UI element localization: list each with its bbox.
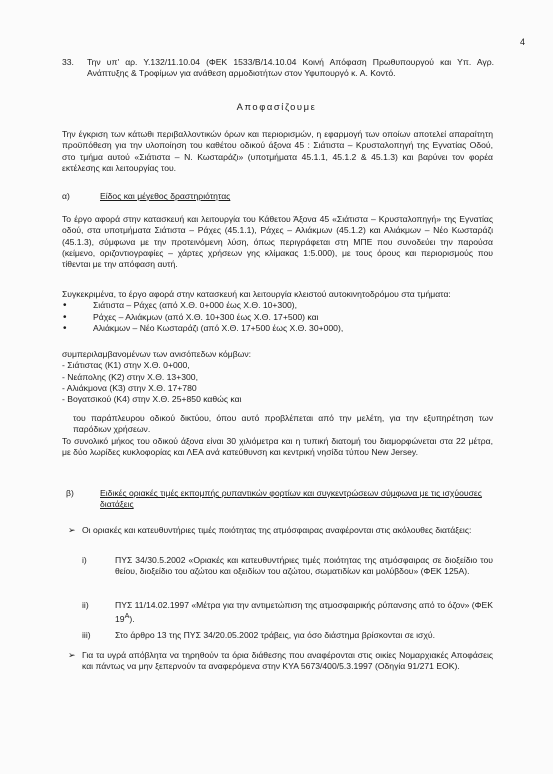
junctions-block [62,349,493,405]
section-a-label: α) [62,191,70,201]
provision-text: ΠΥΣ 11/14.02.1997 «Μέτρα για την αντιμετώπιση της ατμοσφαιρικής ρύπανσης από το όζον» (ΦΕΚ $19^A$). [115,600,493,625]
wastewater-text: Για τα υγρά απόβλητα να τηρηθούν τα όρια διάθεσης που αναφέρονται στις οικίες Νομαρχιακές Αποφάσεις και πάντως να μην ξεπερνούν τα αναφερόμενα στην ΚΥΑ 5673/400/5.3.1997 (Οδηγία 91/271 ΕΟΚ). [82,650,493,672]
section-a-paragraph-1: Το έργο αφορά στην κατασκευή και λειτουργία του Κάθετου Άξονα 45 «Σιάτιστα – Κρυσταλοπηγή» της Εγνατίας οδού, στα υποτμήματα Σιάτιστα – Ράχες (45.1.1), Ράχες – Αλιάκμων (45.1.2) και Αλιάκμων – Νέο Κωσταράζι (45.1.3), σύμφωνα με την προτεινόμενη λύση, όπως περιγράφεται στη ΜΠΕ που συνοδεύει την παρούσα (κείμενο, οριζοντιογραφίες – χάρτες χρήσεων γης κλίμακας 1:5.000), με τους όρους και περιορισμούς που τίθενται με την απόφαση αυτή. [62,214,493,270]
intro-paragraph: Την έγκριση των κάτωθι περιβαλλοντικών όρων και περιορισμών, η εφαρμογή των οποίων αποτελεί απαραίτητη προϋπόθεση για την υλοποίηση του καθέτου οδικού άξονα 45 : Σιάτιστα – Κρυσταλοπηγή της Εγνατίας Οδού, στο τμήμα αυτού «Σιάτιστα – Ν. Κωσταράζι» (υποτμήματα 45.1.1, 45.1.2 & 45.1.3) και βαρύνει τον φορέα εκτέλεσης και λειτουργίας του. [62,129,493,173]
provision-number: ii) [82,600,89,610]
section-b-title: Ειδικές οριακές τιμές εκπομπής ρυπαντικών φορτίων και συγκεντρώσεων σύμφωνα με τις ισχύουσες διατάξεις [100,488,482,510]
provision-number: iii) [82,630,91,640]
junctions-intro: συμπεριλαμβανομένων των ανισόπεδων κόμβων: [62,349,252,359]
section-a-paragraph-3: του παράπλευρου οδικού δικτύου, όπου αυτό προβλέπεται από την μελέτη, για την εξυπηρέτηση των παρόδιων χρήσεων. [73,413,493,435]
provision-text: ΠΥΣ 34/30.5.2002 «Οριακές και κατευθυντήριες τιμές ποιότητας της ατμόσφαιρας σε διοξείδιο του θείου, διοξείδιο του αζώτου και οξειδίων του αζώτου, σωματιδίων και μολύβδου» (ΦΕΚ 125Α). [115,555,493,577]
segment-item: • Ράχες – Αλιάκμων (από Χ.Θ. 10+300 έως Χ.Θ. 17+500) και [62,312,493,323]
segment-item: • Σιάτιστα – Ράχες (από Χ.Θ. 0+000 έως Χ.Θ. 10+300), [62,300,493,311]
section-a-paragraph-4: Το συνολικό μήκος του οδικού άξονα είναι 30 χιλιόμετρα και η τυπική διατομή του διαμορφώνεται στα 22 μέτρα, με δύο λωρίδες κυκλοφορίας και ΛΕΑ ανά κατεύθυνση και κεντρική νησίδα τύπου New Jersey. [62,436,493,458]
section-b-label: β) [66,488,74,498]
provision-number: i) [82,555,87,565]
reference-number: 33. [62,57,74,67]
provision-item [82,555,493,578]
junction-item: - Νεάπολης (Κ2) στην Χ.Θ. 13+300, [62,371,198,382]
arrow-bullet-icon: ➢ [68,650,76,660]
arrow-bullet-icon: ➢ [68,525,76,535]
junction-item: - Αλιάκμονα (Κ3) στην Χ.Θ. 17+780 [62,382,197,393]
provision-item [82,630,493,641]
air-quality-text: Οι οριακές και κατευθυντήριες τιμές ποιότητας της ατμόσφαιρας αναφέρονται στις ακόλουθες διατάξεις: [82,525,472,535]
section-a-paragraph-2: Συγκεκριμένα, το έργο αφορά στην κατασκευή και λειτουργία κλειστού αυτοκινητοδρόμου στα τμήματα: [62,289,451,299]
section-a-title: Είδος και μέγεθος δραστηριότητας [100,191,231,201]
wastewater-item [68,650,493,673]
junction-item: - Βογατσικού (Κ4) στην Χ.Θ. 25+850 καθώς και [62,394,242,405]
junction-item: - Σιάτιστας (Κ1) στην Χ.Θ. 0+000, [62,360,190,371]
section-b-heading [62,488,493,511]
segment-item: • Αλιάκμων – Νέο Κωσταράζι (από Χ.Θ. 17+500 έως Χ.Θ. 30+000), [62,323,493,334]
air-quality-item [68,525,493,536]
provision-text: Στο άρθρο 13 της ΠΥΣ 34/20.05.2002 τράβεις, για όσο διάστημα βρίσκονται σε ισχύ. [115,630,435,640]
decision-heading: Αποφασίζουμε [236,101,317,112]
page-number: 4 [520,37,526,47]
provision-item [82,600,493,625]
superscript: Α [124,612,130,621]
reference-text: Την υπ' αρ. Υ.132/11.10.04 (ΦΕΚ 1533/Β/14.10.04 Κοινή Απόφαση Πρωθυπουργού και Υπ. Αγρ. Ανάπτυξης & Τροφίμων για ανάθεση αρμοδιοτήτων στον Υφυπουργό κ. Α. Κοντό. [87,57,494,79]
section-a-segments-block [62,289,493,334]
segments-list [62,300,493,334]
reference-item [62,57,494,80]
